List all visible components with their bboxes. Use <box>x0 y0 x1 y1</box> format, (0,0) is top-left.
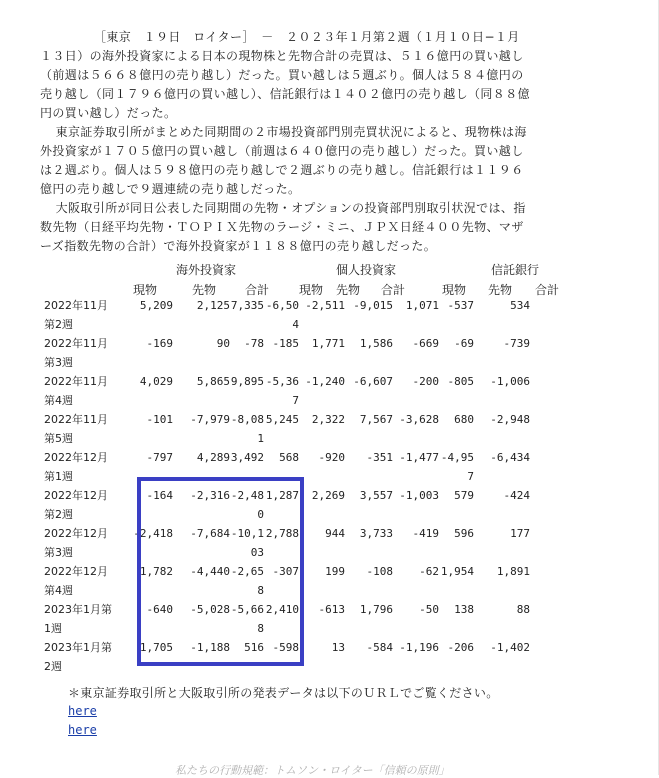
table-row <box>44 486 530 524</box>
value-cell: -108 <box>366 565 393 578</box>
week-label: 2022年11月第2週 <box>44 299 108 331</box>
value-cell: -9,015 <box>353 299 393 312</box>
value-cell: 1,771 <box>311 337 345 350</box>
value-cell: -1,003 <box>399 489 439 502</box>
value-cell: -2,948 <box>490 413 530 426</box>
table-row <box>44 410 530 448</box>
value-cell: -5,367 <box>265 375 299 407</box>
value-cell: -419 <box>412 527 439 540</box>
table-row <box>44 372 530 410</box>
value-cell: 1,287 <box>265 489 299 502</box>
week-label: 2022年11月第5週 <box>44 413 108 445</box>
value-cell: -598 <box>272 641 299 654</box>
week-label: 2022年11月第4週 <box>44 375 108 407</box>
value-cell: 1,954 <box>440 565 474 578</box>
value-cell: -4,440 <box>190 565 230 578</box>
data-source-note: ＊東京証券取引所と大阪取引所の発表データは以下のＵＲＬでご覧ください。 <box>68 686 499 700</box>
col-header-trust-total: 合計 <box>535 283 560 297</box>
value-cell: -2,658 <box>230 565 264 597</box>
value-cell: 90 <box>216 337 230 350</box>
value-cell: 2,322 <box>311 413 345 426</box>
value-cell: -4,957 <box>440 451 474 483</box>
value-cell: 1,796 <box>359 603 393 616</box>
value-cell: 680 <box>454 413 474 426</box>
week-label: 2022年12月第3週 <box>44 527 108 559</box>
value-cell: 5,865 <box>196 375 230 388</box>
value-cell: 3,557 <box>359 489 393 502</box>
value-cell: -613 <box>318 603 345 616</box>
value-cell: 5,209 <box>139 299 173 312</box>
week-label: 2022年12月第2週 <box>44 489 108 521</box>
value-cell: 4,289 <box>196 451 230 464</box>
table-row <box>44 448 530 486</box>
col-header-individual-futures: 先物 <box>336 283 361 297</box>
value-cell: 568 <box>279 451 299 464</box>
value-cell: -805 <box>447 375 474 388</box>
value-cell: -1,402 <box>490 641 530 654</box>
value-cell: 1,071 <box>405 299 439 312</box>
footer-trust-principles[interactable]: 私たちの行動規範：トムソン・ロイター「信頼の原則」 <box>175 764 450 777</box>
value-cell: 177 <box>510 527 530 540</box>
value-cell: -169 <box>146 337 173 350</box>
value-cell: -164 <box>146 489 173 502</box>
table-row <box>44 296 530 334</box>
value-cell: -62 <box>419 565 439 578</box>
value-cell: 3,492 <box>230 451 264 464</box>
value-cell: -739 <box>503 337 530 350</box>
value-cell: -5,028 <box>190 603 230 616</box>
value-cell: -78 <box>244 337 264 350</box>
value-cell: -200 <box>412 375 439 388</box>
article-paragraph-3: 大阪取引所が同日公表した同期間の先物・オプションの投資部門別取引状況では、指数先物（日経平均先物・ＴＯＰＩＸ先物のラージ・ミニ、ＪＰＸ日経４００先物、マザーズ指数先物の合計）で海外投資家が１１８８億円の売り越しだった。 <box>40 201 526 253</box>
value-cell: 9,895 <box>230 375 264 388</box>
value-cell: 1,891 <box>496 565 530 578</box>
value-cell: -351 <box>366 451 393 464</box>
value-cell: -424 <box>503 489 530 502</box>
value-cell: 2,125 <box>196 299 230 312</box>
value-cell: 1,705 <box>139 641 173 654</box>
value-cell: 4,029 <box>139 375 173 388</box>
article-paragraph-1: ［東京 １９日 ロイター］ － ２０２３年１月第２週（１月１０日−１月１３日）の海外投資家による日本の現物株と先物合計の売買は、５１６億円の買い越し（前週は５６６８億円の売り越し）だった。買い越しは５週ぶり。個人は５８４億円の売り越し（同１７９６億円の買い越し）、信託銀行は１４０２億円の売り越し（同８８億円の買い越し）だった。 <box>40 30 531 120</box>
week-label: 2023年1月第2週 <box>44 641 112 673</box>
value-cell: 2,410 <box>265 603 299 616</box>
value-cell: 88 <box>516 603 530 616</box>
value-cell: -50 <box>419 603 439 616</box>
value-cell: -69 <box>454 337 474 350</box>
col-header-foreign-total: 合計 <box>245 283 270 297</box>
article-paragraph-2: 東京証券取引所がまとめた同期間の２市場投資部門別売買状況によると、現物株は海外投資家が１７０５億円の買い越し（前週は６４０億円の売り越し）だった。買い越しは２週ぶり。個人は５９８億円の売り越しで２週ぶりの売り越し。信託銀行は１１９６億円の売り越しで９週連続の売り越しだった。 <box>40 125 527 196</box>
value-cell: -797 <box>146 451 173 464</box>
value-cell: -206 <box>447 641 474 654</box>
value-cell: -1,006 <box>490 375 530 388</box>
value-cell: -1,477 <box>399 451 439 464</box>
value-cell: -1,188 <box>190 641 230 654</box>
group-header-individual: 個人投資家 <box>336 263 397 277</box>
value-cell: -185 <box>272 337 299 350</box>
value-cell: 138 <box>454 603 474 616</box>
week-label: 2023年1月第1週 <box>44 603 112 635</box>
week-label: 2022年12月第4週 <box>44 565 108 597</box>
value-cell: 1,586 <box>359 337 393 350</box>
value-cell: -101 <box>146 413 173 426</box>
value-cell: 7,567 <box>359 413 393 426</box>
value-cell: -6,504 <box>265 299 299 331</box>
value-cell: -8,081 <box>230 413 264 445</box>
week-label: 2022年12月第1週 <box>44 451 108 483</box>
group-header-trust: 信託銀行 <box>491 263 540 277</box>
value-cell: -1,240 <box>305 375 345 388</box>
table-row <box>44 524 530 562</box>
table-row <box>44 334 530 372</box>
col-header-foreign-futures: 先物 <box>192 283 217 297</box>
value-cell: 579 <box>454 489 474 502</box>
value-cell: -537 <box>447 299 474 312</box>
value-cell: 5,245 <box>265 413 299 426</box>
value-cell: -6,607 <box>353 375 393 388</box>
value-cell: 199 <box>325 565 345 578</box>
col-header-trust-cash: 現物 <box>442 283 467 297</box>
table-row <box>44 600 530 638</box>
value-cell: -920 <box>318 451 345 464</box>
col-header-trust-futures: 先物 <box>488 283 513 297</box>
value-cell: -7,979 <box>190 413 230 426</box>
value-cell: 2,269 <box>311 489 345 502</box>
investor-flow-table <box>44 296 530 676</box>
value-cell: 596 <box>454 527 474 540</box>
col-header-foreign-cash: 現物 <box>133 283 158 297</box>
value-cell: 534 <box>510 299 530 312</box>
value-cell: 516 <box>244 641 264 654</box>
value-cell: 2,788 <box>265 527 299 540</box>
value-cell: -2,511 <box>305 299 345 312</box>
table-row <box>44 562 530 600</box>
tse-data-link[interactable]: here <box>68 704 97 718</box>
value-cell: -307 <box>272 565 299 578</box>
value-cell: -10,103 <box>230 527 264 559</box>
col-header-individual-cash: 現物 <box>299 283 324 297</box>
value-cell: -584 <box>366 641 393 654</box>
value-cell: 7,335 <box>230 299 264 312</box>
value-cell: -2,316 <box>190 489 230 502</box>
value-cell: -3,628 <box>399 413 439 426</box>
table-row <box>44 638 530 676</box>
value-cell: -1,196 <box>399 641 439 654</box>
value-cell: -2,418 <box>133 527 173 540</box>
group-header-foreign: 海外投資家 <box>176 263 237 277</box>
value-cell: 3,733 <box>359 527 393 540</box>
value-cell: -5,668 <box>230 603 264 635</box>
week-label: 2022年11月第3週 <box>44 337 108 369</box>
value-cell: 13 <box>331 641 345 654</box>
value-cell: -7,684 <box>190 527 230 540</box>
value-cell: -6,434 <box>490 451 530 464</box>
col-header-individual-total: 合計 <box>381 283 406 297</box>
value-cell: -2,480 <box>230 489 264 521</box>
value-cell: -669 <box>412 337 439 350</box>
value-cell: 944 <box>325 527 345 540</box>
value-cell: -640 <box>146 603 173 616</box>
value-cell: 1,782 <box>139 565 173 578</box>
ose-data-link[interactable]: here <box>68 723 97 737</box>
article-body <box>40 28 530 256</box>
